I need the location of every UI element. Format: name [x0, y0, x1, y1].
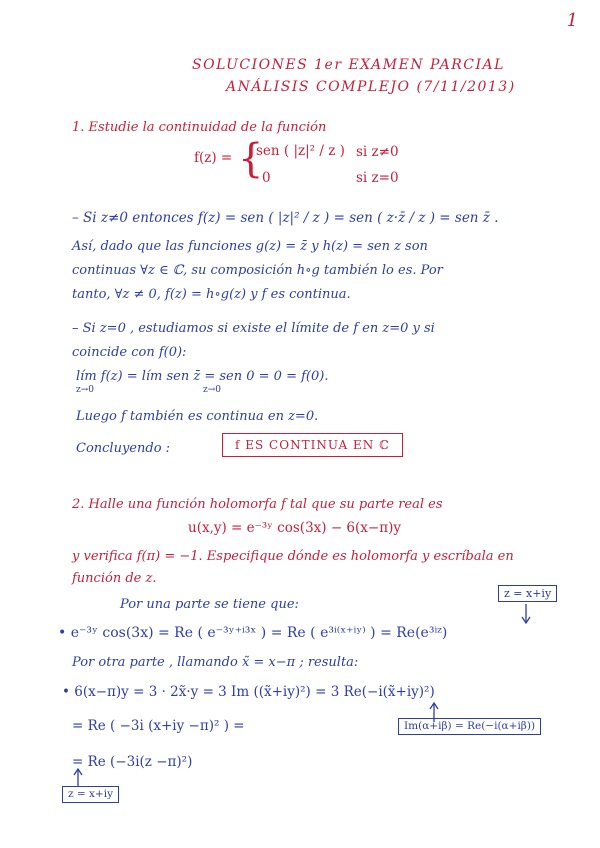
box-z-top: z = x+iy	[498, 585, 557, 602]
piecewise-lhs: f(z) =	[194, 150, 233, 166]
limit-line: lím f(z) = lím sen z̄ = sen 0 = 0 = f(0).	[76, 369, 329, 384]
solution2-line1: – Si z=0 , estudiamos si existe el límite de f en z=0 y si	[72, 321, 435, 336]
problem2-statement-2: y verifica f(π) = −1. Especifique dónde es holomorfa y escríbala en	[72, 549, 514, 564]
equation-3: = Re ( −3i (x+iy −π)² ) =	[72, 718, 245, 734]
problem2-u-equation: u(x,y) = e⁻³ʸ cos(3x) − 6(x−π)y	[188, 520, 401, 536]
solution1-line4: tanto, ∀z ≠ 0, f(z) = h∘g(z) y f es continua.	[72, 287, 351, 302]
solution1-line1: – Si z≠0 entonces f(z) = sen ( |z|² / z ) = sen ( z·z̄ / z ) = sen z̄ .	[72, 210, 499, 226]
page-number: 1	[566, 10, 578, 31]
limit-sub-2: z→0	[203, 385, 222, 395]
equation-4: = Re (−3i(z −π)²)	[72, 754, 193, 770]
conclusion-box: f ES CONTINUA EN ℂ	[222, 433, 403, 457]
problem2-statement-3: función de z.	[72, 571, 157, 586]
por-una-parte: Por una parte se tiene que:	[120, 597, 299, 612]
piecewise-brace: {	[238, 136, 264, 182]
limit-sub-1: z→0	[76, 385, 95, 395]
solution1-line3: continuas ∀z ∈ ℂ, su composición h∘g también lo es. Por	[72, 263, 443, 278]
equation-2: • 6(x−π)y = 3 · 2x̃·y = 3 Im ((x̃+iy)²) = 3 Re(−i(x̃+iy)²)	[62, 684, 435, 700]
equation-1: • e⁻³ʸ cos(3x) = Re ( e⁻³ʸ⁺ⁱ³ˣ ) = Re ( e³ⁱ⁽ˣ⁺ⁱʸ⁾ ) = Re(e³ⁱᶻ)	[58, 625, 448, 641]
problem2-statement-1: 2. Halle una función holomorfa f tal que su parte real es	[72, 497, 443, 512]
problem1-statement: 1. Estudie la continuidad de la función	[72, 120, 327, 135]
luego-line: Luego f también es continua en z=0.	[76, 409, 319, 424]
box-z-bottom: z = x+iy	[62, 786, 119, 803]
page-title: SOLUCIONES 1er EXAMEN PARCIAL	[192, 57, 505, 73]
por-otra-parte: Por otra parte , llamando x̃ = x−π ; resulta:	[72, 655, 359, 670]
arrow-down-icon	[520, 604, 532, 626]
solution1-line2: Así, dado que las funciones g(z) = z̄ y h(z) = sen z son	[72, 239, 428, 254]
piecewise-case2-cond: si z=0	[356, 170, 399, 186]
piecewise-case1-cond: si z≠0	[356, 144, 399, 160]
piecewise-case2-expr: 0	[262, 170, 271, 186]
page-subtitle: ANÁLISIS COMPLEJO (7/11/2013)	[226, 79, 516, 95]
solution2-line2: coincide con f(0):	[72, 345, 187, 360]
conclusion-label: Concluyendo :	[76, 441, 171, 456]
box-im-re: Im(α+iβ) = Re(−i(α+iβ))	[398, 718, 541, 735]
arrow-up-icon-2	[72, 768, 84, 786]
piecewise-case1-expr: sen ( |z|² / z )	[256, 143, 345, 159]
